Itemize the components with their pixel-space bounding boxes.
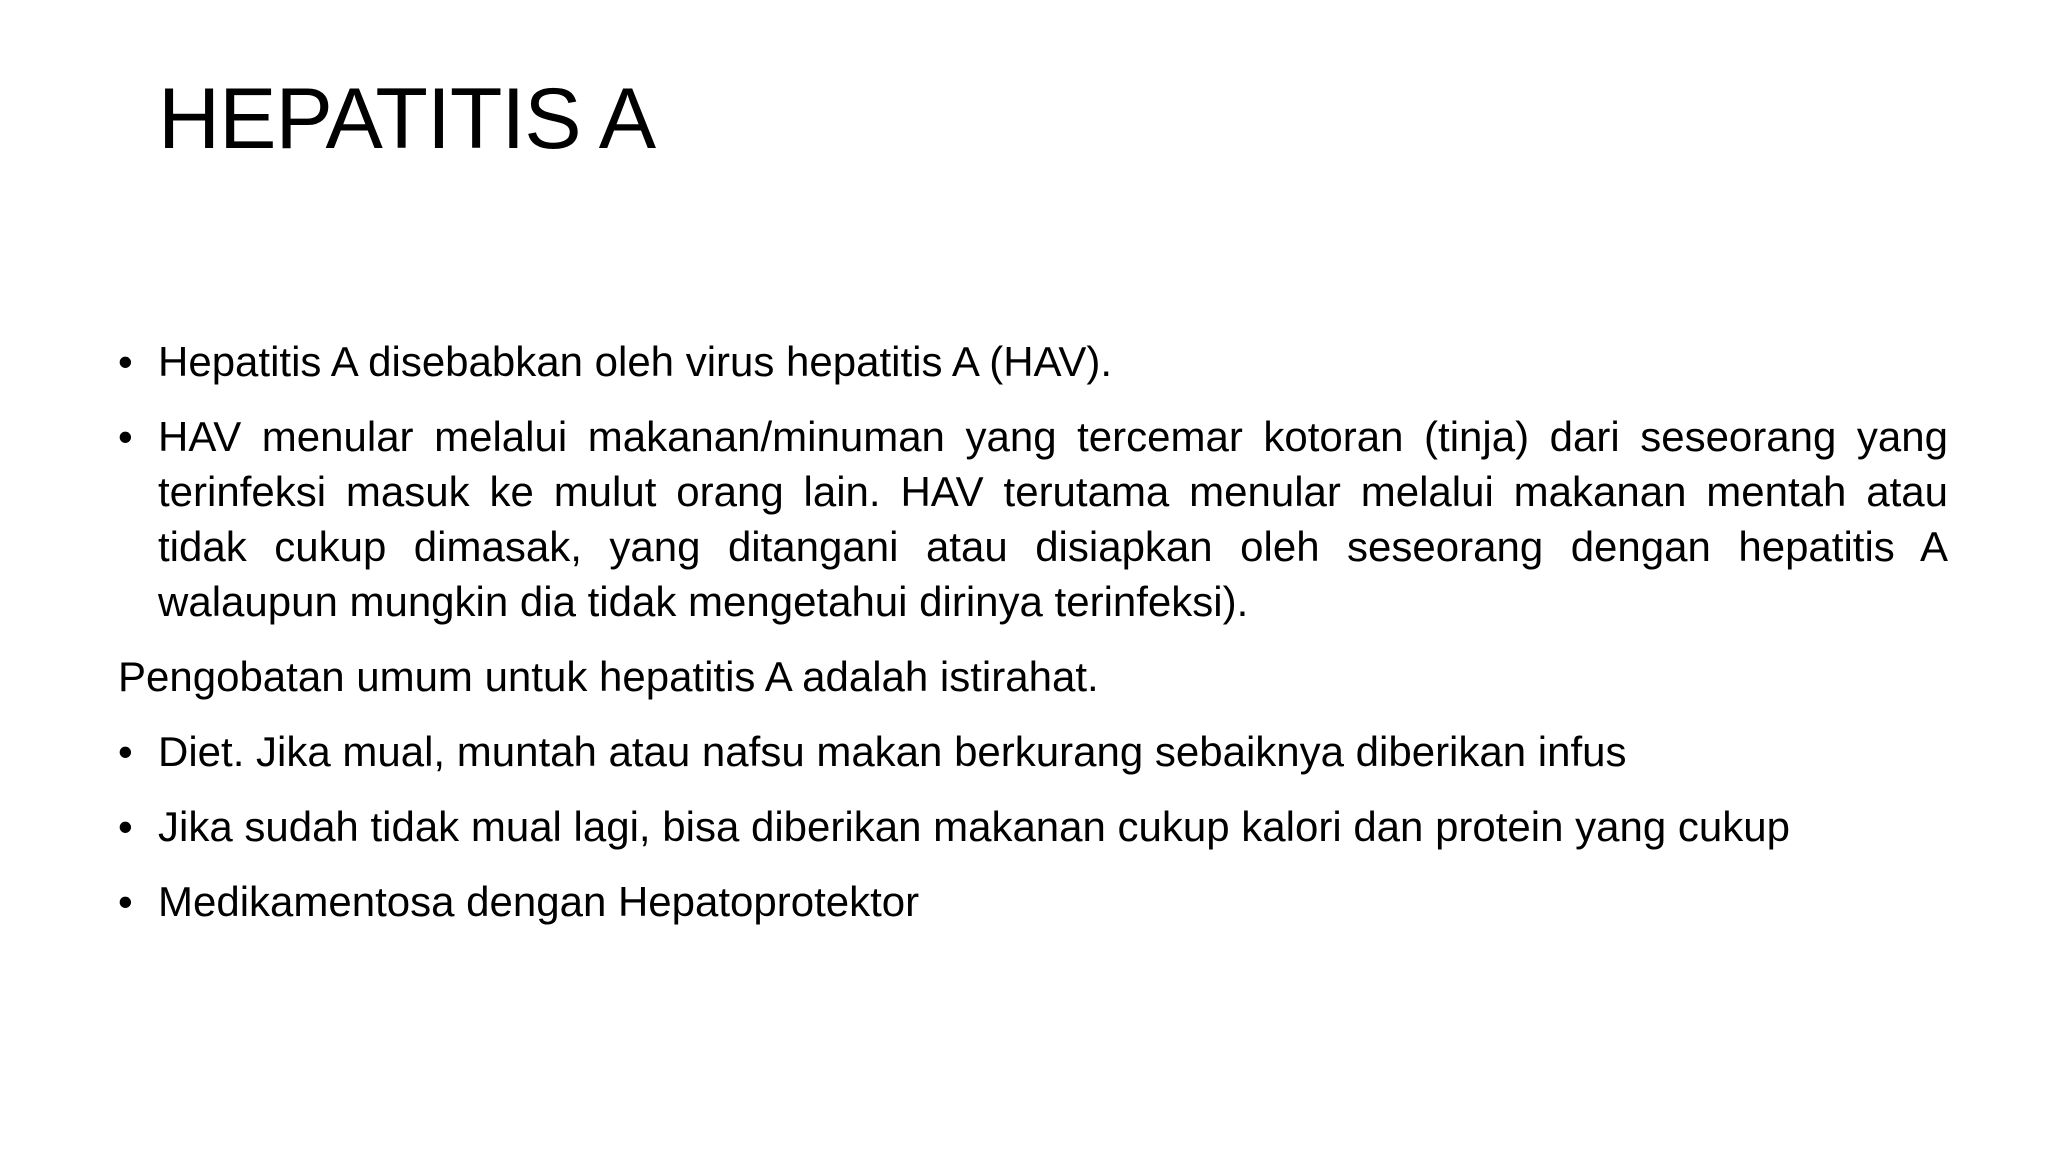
- list-item-text: Diet. Jika mual, muntah atau nafsu makan berkurang sebaiknya diberikan infus: [158, 728, 1627, 775]
- paragraph-text: Pengobatan umum untuk hepatitis A adalah istirahat.: [118, 653, 1099, 700]
- list-item: [118, 409, 1948, 629]
- list-item-text: Jika sudah tidak mual lagi, bisa diberikan makanan cukup kalori dan protein yang cukup: [158, 803, 1790, 850]
- bullet-icon: •: [118, 413, 133, 460]
- bullet-icon: •: [118, 338, 133, 385]
- bullet-icon: •: [118, 878, 133, 925]
- paragraph: [118, 649, 1948, 704]
- slide-title: HEPATITIS A: [158, 71, 656, 167]
- slide-body: [118, 334, 1948, 949]
- list-item-text: Medikamentosa dengan Hepatoprotektor: [158, 878, 920, 925]
- list-item: [118, 334, 1948, 389]
- list-item-text: HAV menular melalui makanan/minuman yang tercemar kotoran (tinja) dari seseorang yang terinfeksi masuk ke mulut orang lain. HAV terutama menular melalui makanan mentah atau tidak cukup dimasak, yang ditangani atau disiapkan oleh seseorang dengan hepatitis A walaupun mungkin dia tidak mengetahui dirinya terinfeksi).: [158, 413, 1948, 625]
- list-item: [118, 874, 1948, 929]
- bullet-icon: •: [118, 803, 133, 850]
- list-item-text: Hepatitis A disebabkan oleh virus hepatitis A (HAV).: [158, 338, 1113, 385]
- list-item: [118, 724, 1948, 779]
- bullet-icon: •: [118, 728, 133, 775]
- list-item: [118, 799, 1948, 854]
